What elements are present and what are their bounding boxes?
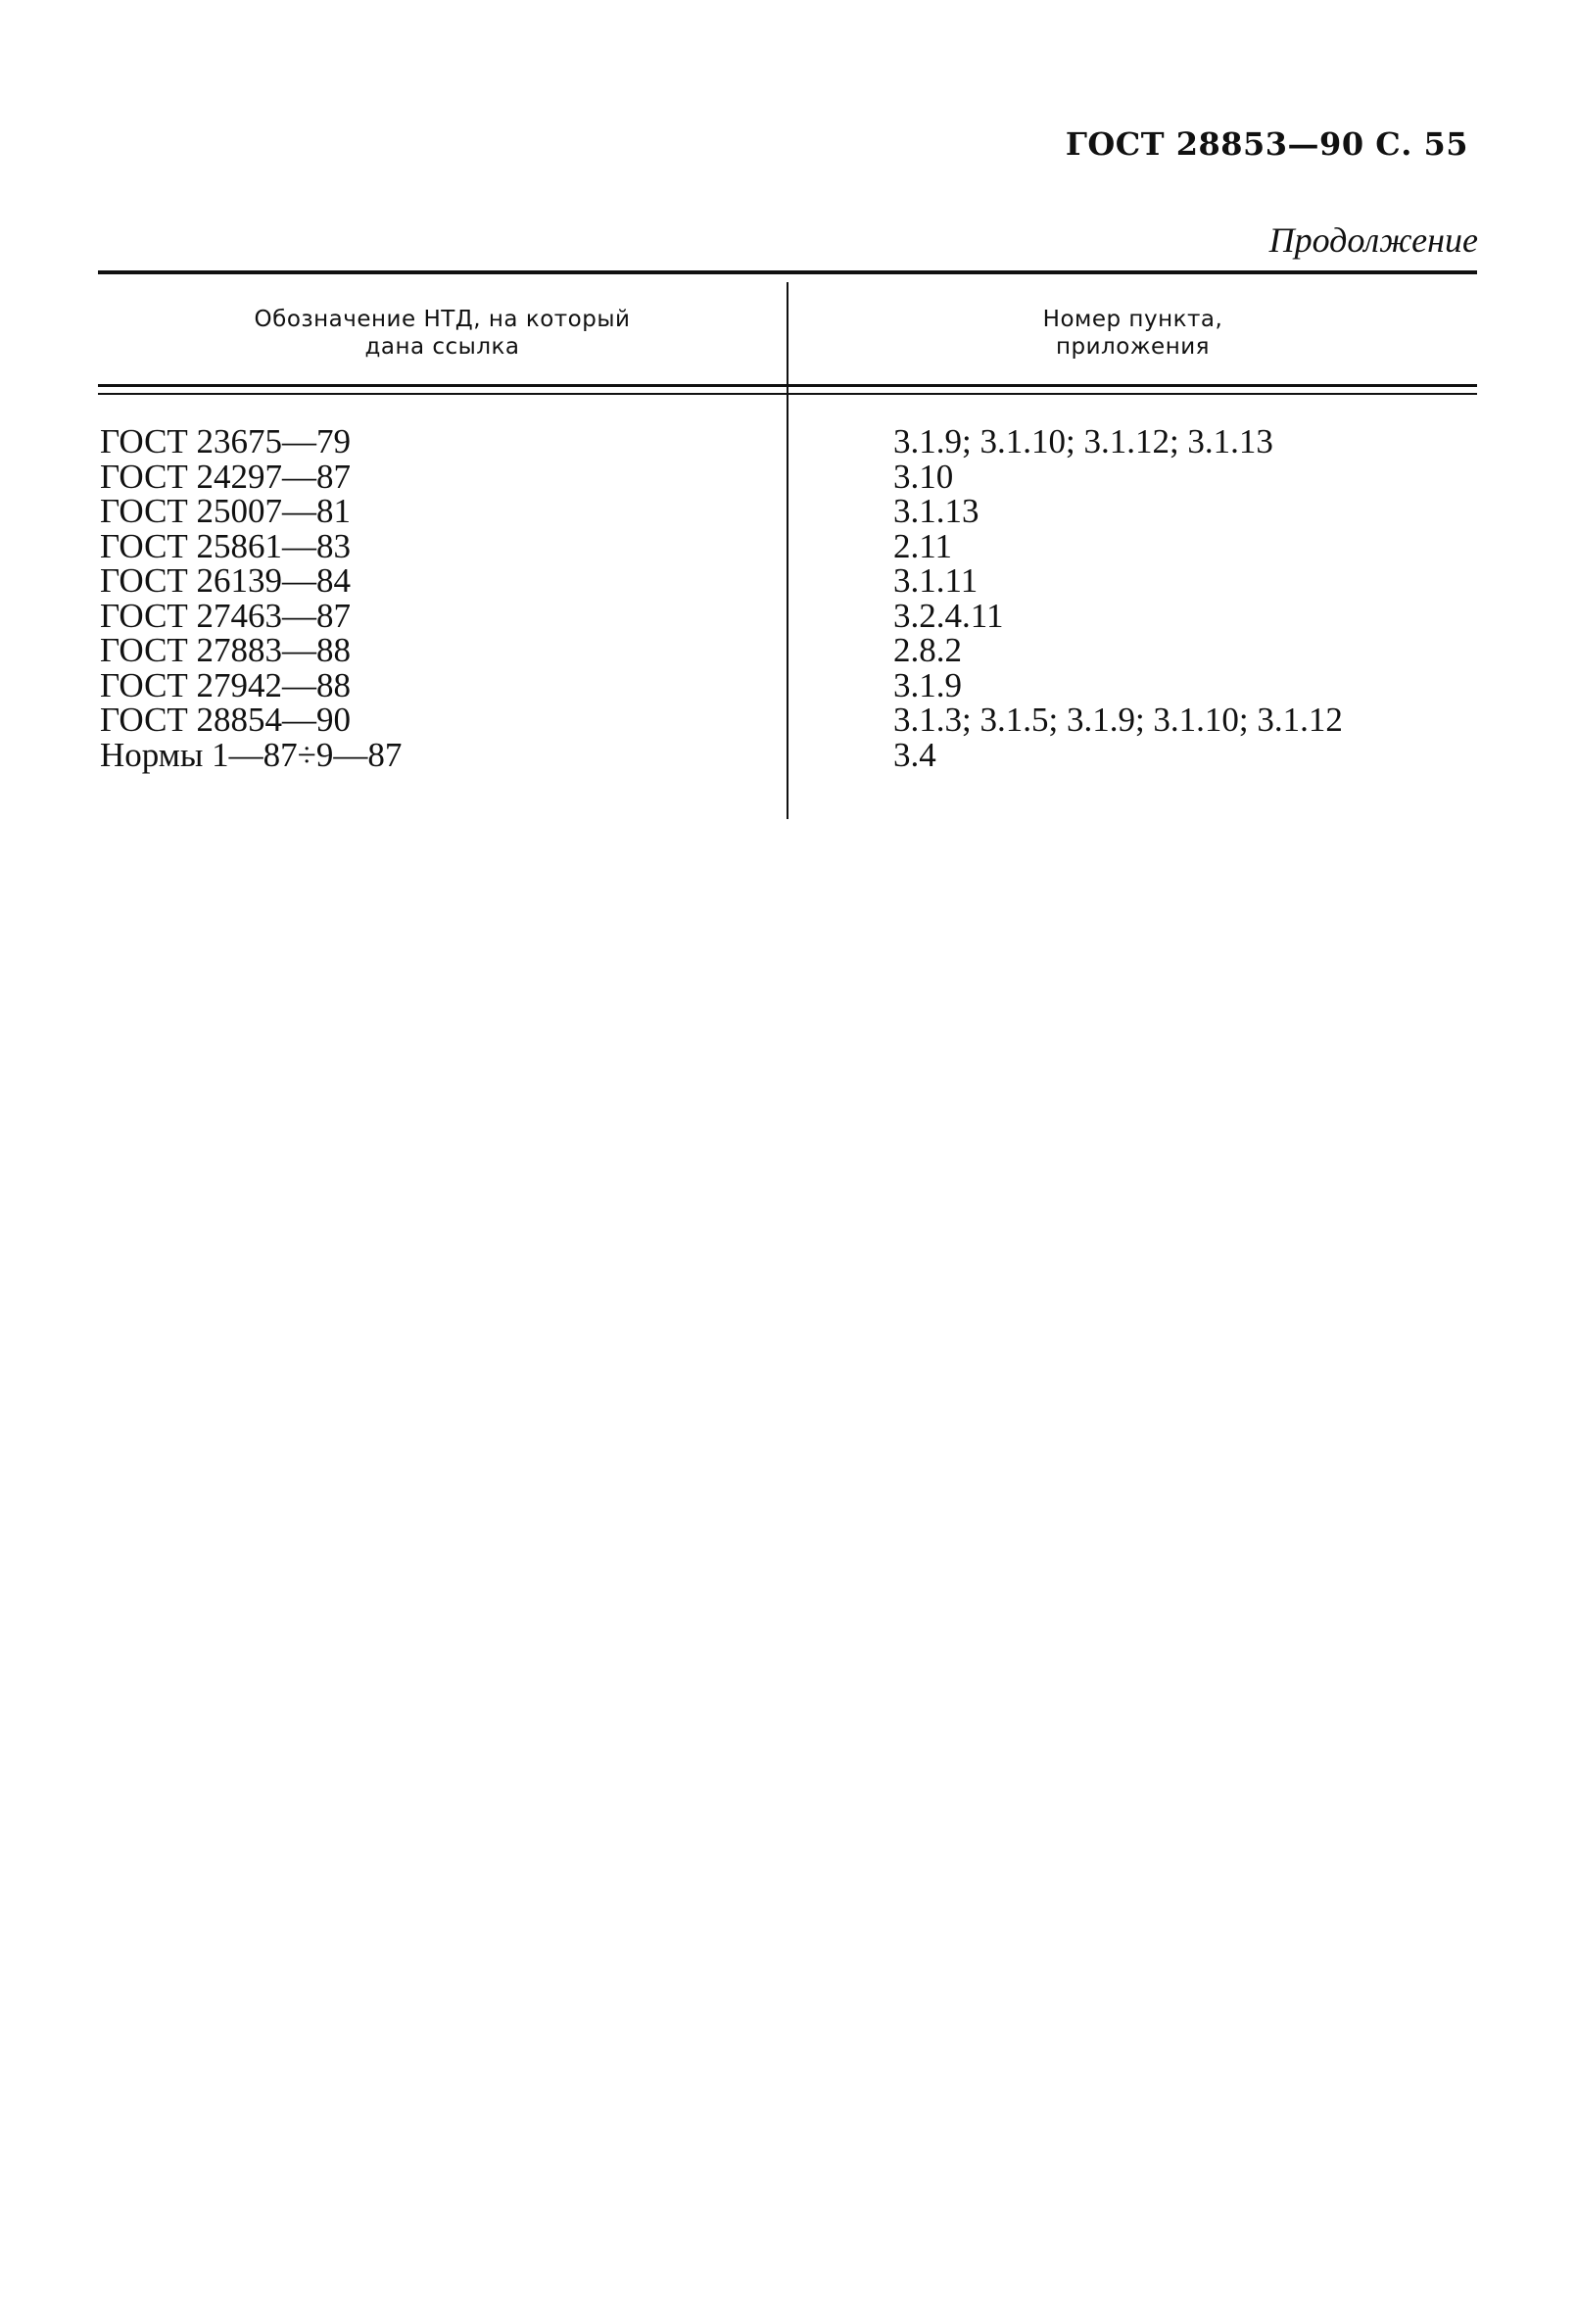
table-row-doc: ГОСТ 24297—87 [100,457,352,496]
table-row-items: 3.4 [893,735,936,774]
table-row-items: 2.11 [893,526,952,565]
column-header-document-line1: Обозначение НТД, на который [254,307,631,332]
header-separator-rule [98,384,1477,387]
column-header-item-line2: приложения [1055,334,1211,360]
table-row-doc: ГОСТ 25007—81 [100,492,352,530]
table-row-doc: ГОСТ 23675—79 [100,422,352,460]
continuation-label: Продолжение [1268,220,1478,260]
header-separator-rule-double [98,393,1477,395]
item-column [893,424,1477,772]
column-header-document [98,306,787,361]
table-row-doc: Нормы 1—87÷9—87 [100,735,403,774]
table-row-doc: ГОСТ 26139—84 [100,561,352,600]
table-row-items: 3.1.9; 3.1.10; 3.1.12; 3.1.13 [893,422,1273,460]
table-row-doc: ГОСТ 27942—88 [100,665,352,704]
table-row-items: 2.8.2 [893,631,962,669]
table-top-rule [98,270,1477,274]
column-header-item [788,306,1477,361]
table-row-items: 3.1.9 [893,665,962,704]
table-row-items: 3.1.13 [893,492,979,530]
table-row-doc: ГОСТ 28854—90 [100,701,352,739]
table-row-items: 3.2.4.11 [893,596,1004,635]
table-row-items: 3.1.3; 3.1.5; 3.1.9; 3.1.10; 3.1.12 [893,701,1343,739]
table-row-doc: ГОСТ 27463—87 [100,596,352,635]
table-row-items: 3.10 [893,457,954,496]
table-row-items: 3.1.11 [893,561,979,600]
column-divider [787,282,788,819]
page-header: ГОСТ 28853—90 С. 55 [1065,125,1468,163]
column-header-document-line2: дана ссылка [364,334,520,360]
column-header-item-line1: Номер пункта, [1042,307,1223,332]
document-column [100,424,776,772]
table-row-doc: ГОСТ 25861—83 [100,526,352,565]
table-row-doc: ГОСТ 27883—88 [100,631,352,669]
